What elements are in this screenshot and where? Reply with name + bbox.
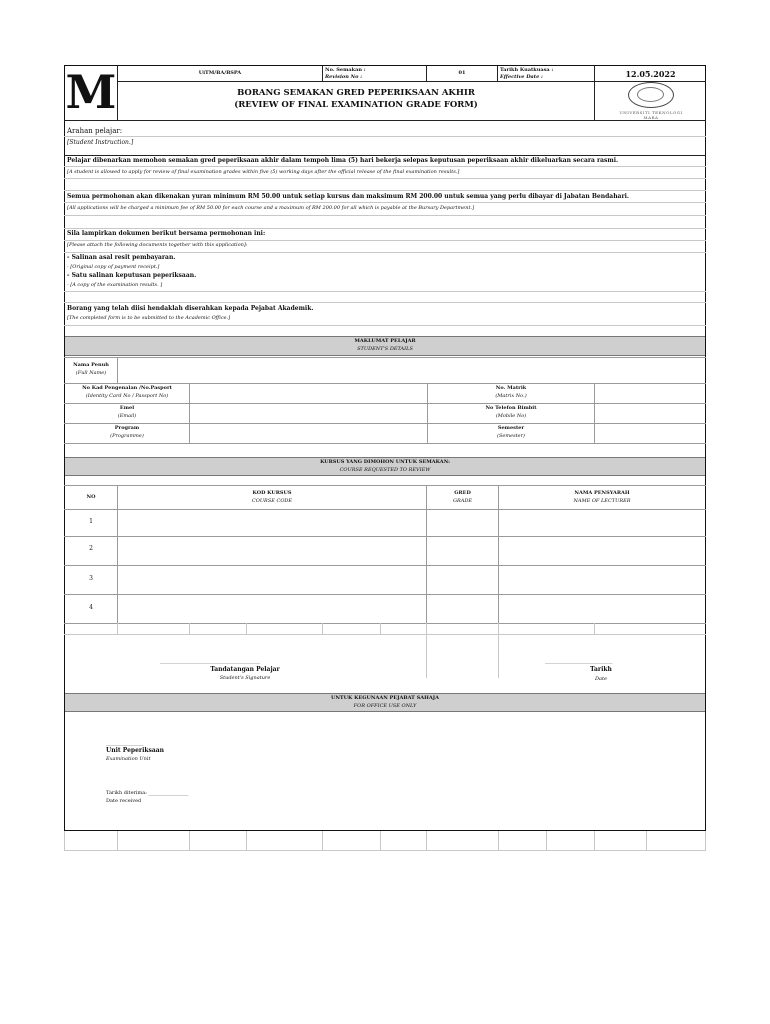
- instruction-4-en: [The completed form is to be submitted to the Academic Office.]: [67, 315, 231, 321]
- office-section-title-en: FOR OFFICE USE ONLY: [353, 703, 417, 709]
- university-seal: [628, 82, 674, 108]
- lecturer-field[interactable]: [499, 510, 705, 536]
- course-row-number: 1: [89, 518, 93, 525]
- document-2-en: - [A copy of the examination results. ]: [67, 282, 163, 288]
- ic-field[interactable]: [190, 384, 427, 403]
- semester-label-en: (Semester): [497, 433, 525, 439]
- semester-field[interactable]: [595, 424, 705, 443]
- course-code-field[interactable]: [118, 510, 426, 536]
- logo-m: M: [65, 65, 117, 119]
- instructions-heading: Arahan pelajar:: [67, 127, 123, 135]
- seal-caption: UNIVERSITI TEKNOLOGI MARA: [619, 110, 683, 120]
- course-code-field[interactable]: [118, 595, 426, 623]
- phone-label: No Telefon Bimbit: [485, 405, 537, 411]
- student-signature-label: Tandatangan Pelajar: [210, 666, 280, 673]
- divider: [64, 120, 706, 121]
- instruction-1: Pelajar dibenarkan memohon semakan gred peperiksaan akhir dalam tempoh lima (5) hari bekerja selepas keputusan peperiksaan akhir dikeluarkan secara rasmi.: [67, 157, 619, 164]
- full-name-field[interactable]: [118, 358, 705, 383]
- student-signature-label-en: Student's Signature: [219, 675, 271, 681]
- program-field[interactable]: [190, 424, 427, 443]
- revision-label-en: Revision No :: [325, 74, 363, 80]
- program-label: Program: [114, 425, 140, 431]
- student-section-title: MAKLUMAT PELAJAR: [354, 338, 416, 344]
- lecturer-field[interactable]: [499, 537, 705, 565]
- course-section-title-en: COURSE REQUESTED TO REVIEW: [339, 467, 431, 473]
- effective-value: 12.05.2022: [625, 69, 676, 79]
- document-1: - Salinan asal resit pembayaran.: [67, 254, 176, 261]
- date-label: Tarikh: [590, 666, 612, 673]
- revision-value: 01: [458, 70, 466, 76]
- matric-field[interactable]: [595, 384, 705, 403]
- date-received-label-en: Date received: [106, 798, 142, 804]
- exam-unit-label-en: Examination Unit: [106, 756, 151, 762]
- instruction-3-en: [Please attach the following documents together with this application]:: [67, 242, 248, 248]
- phone-label-en: (Mobile No): [495, 413, 527, 419]
- student-signature-line[interactable]: ________________________________________: [160, 658, 260, 664]
- instruction-4: Borang yang telah diisi hendaklah diserahkan kepada Pejabat Akademik.: [67, 305, 314, 312]
- ic-label: No Kad Pengenalan /No.Pasport: [82, 385, 172, 391]
- instruction-1-en: [A student is allowed to apply for review of final examination grades within five (5) working days after the official release of the final examination results.]: [67, 169, 460, 175]
- office-section-title: UNTUK KEGUNAAN PEJABAT SAHAJA: [331, 695, 439, 701]
- col-grade: GRED: [454, 490, 471, 496]
- document-2: - Satu salinan keputusan peperiksaan.: [67, 272, 197, 279]
- course-row-number: 4: [89, 604, 93, 611]
- grade-field[interactable]: [427, 566, 498, 594]
- document-1-en: - [Original copy of payment receipt.]: [67, 264, 160, 270]
- lecturer-field[interactable]: [499, 566, 705, 594]
- instruction-2: Semua permohonan akan dikenakan yuran minimum RM 50.00 untuk setiap kursus dan maksimum RM 200.00 untuk semua yang perlu dibayar di Jabatan Bendahari.: [67, 193, 629, 200]
- effective-label-en: Effective Date :: [500, 74, 543, 80]
- col-course-code-en: COURSE CODE: [251, 498, 293, 504]
- course-code-field[interactable]: [118, 537, 426, 565]
- col-lecturer-en: NAME OF LECTURER: [573, 498, 631, 504]
- instruction-2-en: [All applications will be charged a minimum fee of RM 50.00 for each course and a maximum of RM 200.00 for all which is payable at the Bursary Department.]: [67, 205, 475, 211]
- exam-unit-label: Unit Peperiksaan: [106, 747, 165, 754]
- revision-label: No. Semakan :: [325, 67, 366, 73]
- course-code-field[interactable]: [118, 566, 426, 594]
- form-border: [64, 65, 706, 831]
- instruction-3: Sila lampirkan dokumen berikut bersama permohonan ini:: [67, 230, 266, 237]
- course-row-number: 3: [89, 575, 93, 582]
- ic-label-en: (Identity Card No / Passport No): [85, 393, 169, 399]
- divider: [64, 155, 706, 156]
- email-label: Emel: [119, 405, 135, 411]
- exam-unit-line[interactable]: _______________: [106, 740, 144, 746]
- semester-label: Semester: [497, 425, 525, 431]
- name-label: Nama Penuh: [73, 362, 109, 368]
- grade-field[interactable]: [427, 510, 498, 536]
- col-no: NO: [86, 494, 96, 500]
- grade-field[interactable]: [427, 595, 498, 623]
- date-label-en: Date: [595, 676, 607, 682]
- date-line[interactable]: ___________________________: [545, 658, 613, 664]
- name-label-en: (Full Name): [75, 370, 107, 376]
- date-received-label[interactable]: Tarikh diterima: ________________: [106, 790, 189, 796]
- email-field[interactable]: [190, 404, 427, 423]
- form-subtitle: (REVIEW OF FINAL EXAMINATION GRADE FORM): [234, 100, 478, 110]
- email-label-en: (Email): [117, 413, 137, 419]
- course-row-number: 2: [89, 545, 93, 552]
- col-lecturer: NAMA PENSYARAH: [574, 490, 630, 496]
- matric-label: No. Matrik: [495, 385, 527, 391]
- col-grade-en: GRADE: [452, 498, 473, 504]
- divider: [117, 81, 706, 82]
- phone-field[interactable]: [595, 404, 705, 423]
- form-title: BORANG SEMAKAN GRED PEPERIKSAAN AKHIR: [237, 88, 475, 98]
- course-section-title: KURSUS YANG DIMOHON UNTUK SEMAKAN:: [320, 459, 450, 465]
- program-label-en: (Programme): [110, 433, 144, 439]
- col-course-code: KOD KURSUS: [252, 490, 292, 496]
- instructions-heading-en: [Student Instruction.]: [67, 139, 134, 146]
- grade-field[interactable]: [427, 537, 498, 565]
- effective-label: Tarikh Kuatkuasa :: [500, 67, 554, 73]
- divider: [322, 66, 323, 81]
- doc-code: UiTM/BA/BSPA: [198, 70, 242, 76]
- matric-label-en: (Matrix No.): [495, 393, 527, 399]
- lecturer-field[interactable]: [499, 595, 705, 623]
- divider: [497, 66, 498, 81]
- student-section-title-en: STUDENT'S DETAILS: [357, 346, 413, 352]
